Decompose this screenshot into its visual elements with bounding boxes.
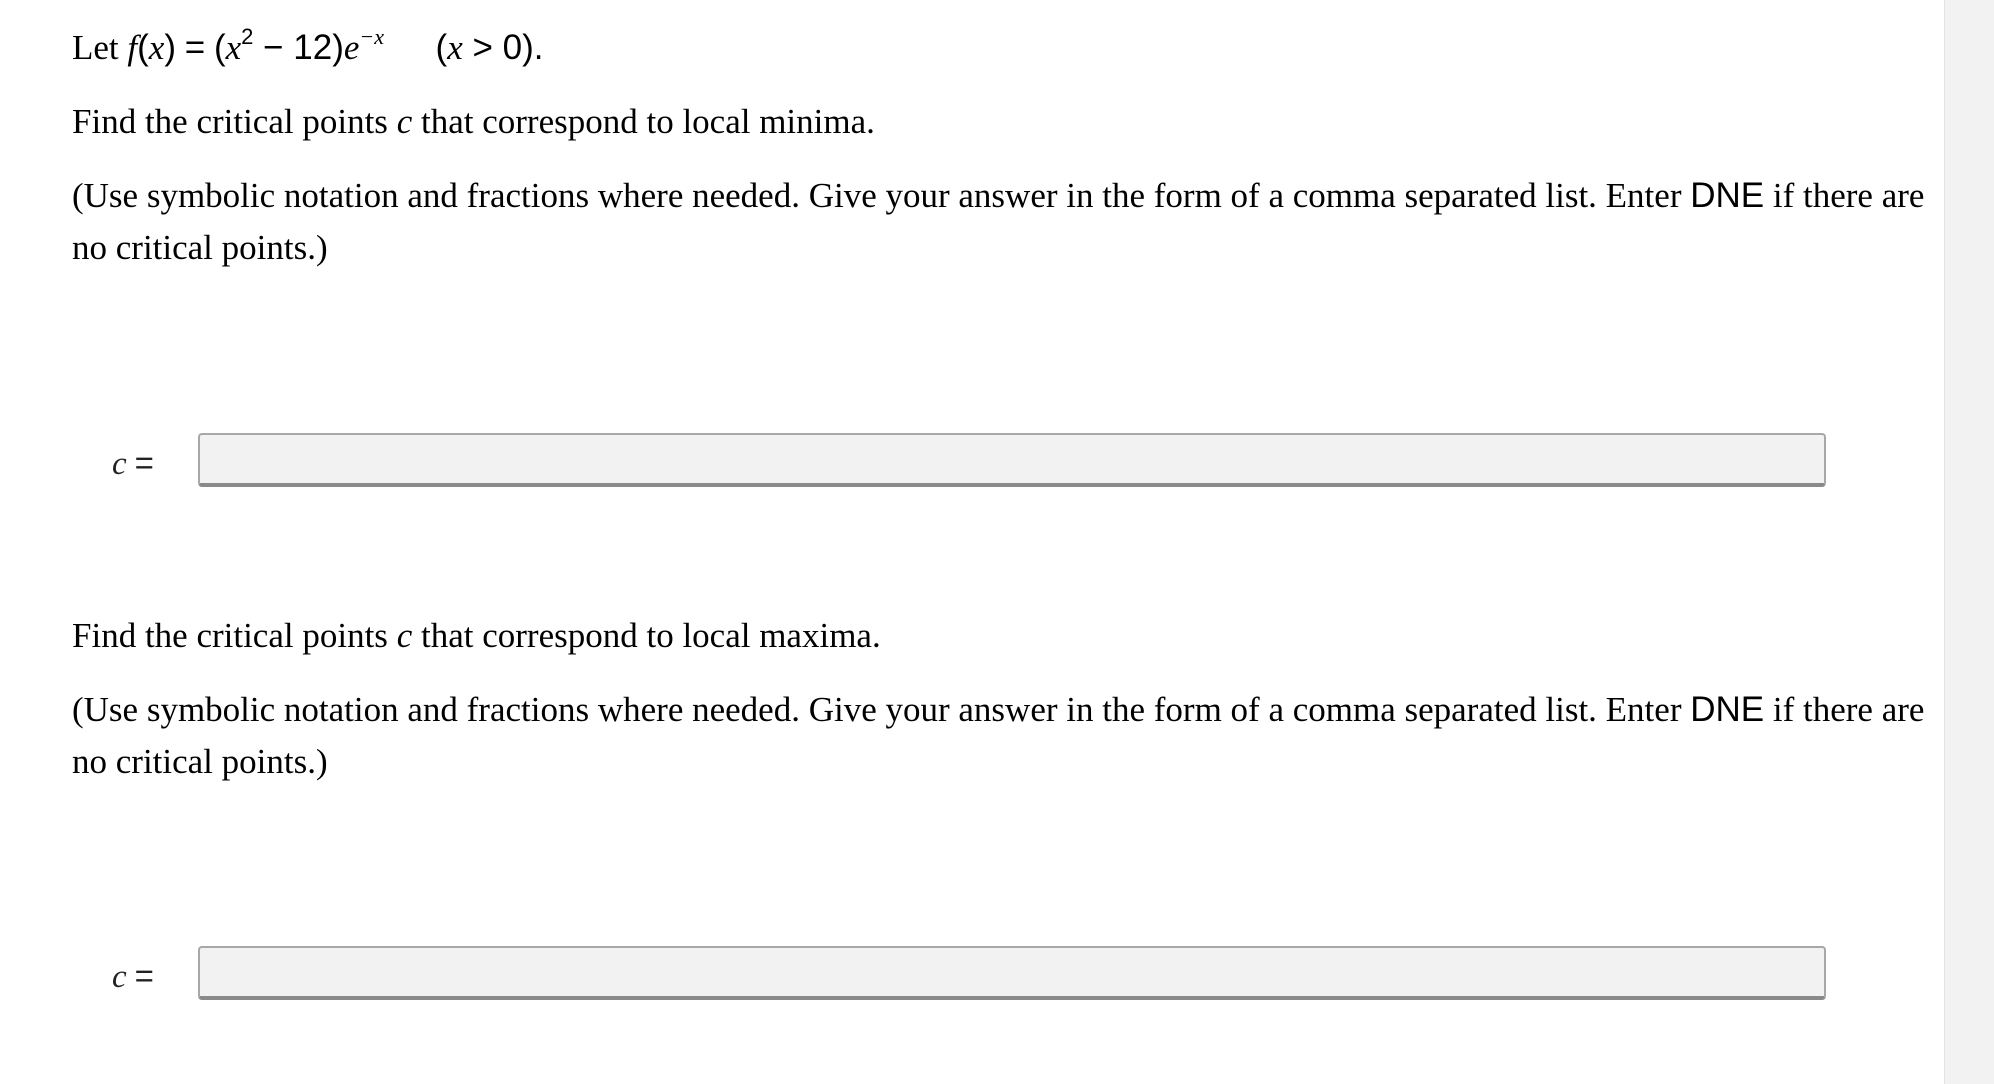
- prompt-text-end: that correspond to local maxima.: [412, 616, 881, 655]
- close-paren: ): [164, 28, 176, 67]
- dne-keyword: DNE: [1690, 176, 1765, 215]
- exp-base: e: [343, 28, 360, 67]
- label-equals: =: [134, 444, 154, 481]
- label-variable: c: [112, 959, 127, 995]
- minus-const: − 12): [253, 28, 344, 67]
- minima-answer-input[interactable]: [198, 433, 1826, 487]
- maxima-answer-input[interactable]: [198, 946, 1826, 1000]
- variable: x: [148, 28, 165, 67]
- instructions-text: (Use symbolic notation and fractions where needed. Give your answer in the form of a comma separated list. Enter: [72, 176, 1691, 215]
- domain-variable: x: [447, 28, 463, 67]
- maxima-answer-row: [72, 946, 1832, 1008]
- open-paren: (: [137, 28, 149, 67]
- label-variable: c: [112, 446, 127, 482]
- answer-label: [112, 441, 154, 486]
- maxima-prompt: [72, 610, 881, 662]
- symbol-c: c: [396, 616, 413, 655]
- dne-keyword: DNE: [1690, 690, 1765, 729]
- instructions-text-end: if there are no critical points.): [72, 690, 1925, 781]
- minima-instructions: [72, 170, 1932, 274]
- exponent: −x: [359, 24, 385, 49]
- function-name: f: [127, 28, 138, 67]
- instructions-text-end: if there are no critical points.): [72, 176, 1925, 267]
- answer-label: [112, 954, 154, 999]
- equals-sign: =: [184, 28, 206, 67]
- label-equals: =: [134, 957, 154, 994]
- instructions-text: (Use symbolic notation and fractions where needed. Give your answer in the form of a comma separated list. Enter: [72, 690, 1691, 729]
- open-paren-2: (: [213, 28, 226, 67]
- variable-2: x: [225, 28, 242, 67]
- minima-prompt: [72, 96, 875, 148]
- power: 2: [241, 24, 254, 49]
- function-statement: [72, 22, 543, 74]
- minima-answer-row: [72, 433, 1832, 495]
- prompt-text: Find the critical points: [72, 102, 397, 141]
- domain-rest: > 0).: [462, 28, 544, 67]
- intro-word: Let: [72, 28, 119, 67]
- domain-open: (: [435, 28, 448, 67]
- symbol-c: c: [396, 102, 413, 141]
- maxima-instructions: [72, 684, 1932, 788]
- prompt-text-end: that correspond to local minima.: [412, 102, 875, 141]
- prompt-text: Find the critical points: [72, 616, 397, 655]
